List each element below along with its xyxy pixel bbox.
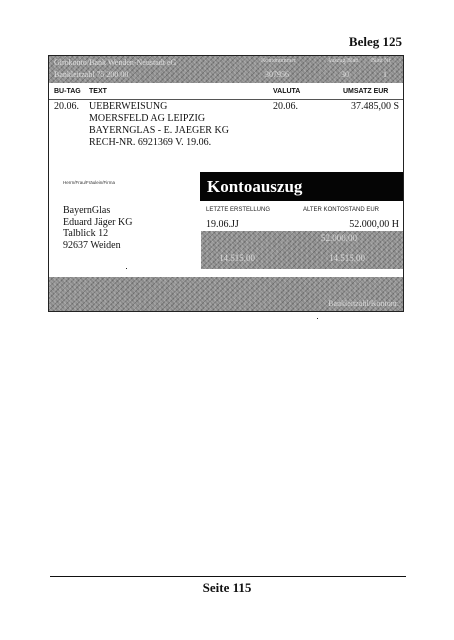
salutation-label: Herrn/Frau/Fräulein/Firma [63, 180, 116, 185]
header-divider [49, 99, 403, 100]
address-line-3: Talblick 12 [63, 228, 109, 239]
entry-line-4: RECH-NR. 6921369 V. 19.06. [89, 137, 212, 148]
old-balance-label: ALTER KONTOSTAND EUR [303, 207, 380, 213]
entry-date: 20.06. [54, 101, 79, 112]
column-header-valuta: VALUTA [273, 88, 301, 95]
entry-line-3: BAYERNGLAS - E. JAEGER KG [89, 125, 229, 136]
address-line-2: Eduard Jäger KG [63, 216, 133, 228]
entry-line-1: UEBERWEISUNG [89, 101, 168, 112]
footer-band-text: Bankleitzahl/Kontonr. [328, 299, 399, 308]
balance-band-value-1: 52.000,00 [321, 233, 357, 243]
speck-mark [317, 318, 318, 319]
balance-band-value-2: 14.515,00 [219, 253, 255, 263]
column-header-butag: BU-TAG [54, 88, 81, 95]
entry-amount: 37.485,00 S [350, 101, 399, 112]
bank-statement [48, 55, 404, 312]
last-issued-label: LETZTE ERSTELLUNG [206, 207, 271, 213]
sheet-number-value: 1 [383, 70, 387, 79]
speck-mark [126, 268, 127, 269]
address-line-1: BayernGlas [63, 205, 111, 216]
sheet-number-label: Blatt Nr. [371, 58, 392, 64]
bank-code-text: Bankleitzahl 75 200 00 [54, 70, 129, 79]
balance-band [201, 231, 404, 269]
column-header-text: TEXT [89, 88, 107, 95]
bank-name-text: Girokonto/Bank Wenden-Neustadt eG [54, 58, 177, 67]
beleg-label: Beleg 125 [348, 34, 402, 49]
last-issued-value: 19.06.JJ [206, 219, 239, 230]
entry-line-2: MOERSFELD AG LEIPZIG [89, 113, 206, 124]
page-number: Seite 115 [202, 580, 252, 595]
statement-title: Kontoauszug [200, 172, 404, 201]
address-line-4: 92637 Weiden [63, 239, 121, 251]
recipient-address [63, 205, 132, 251]
statement-sheet-label: Auszug/Blatt [327, 58, 359, 64]
footer-band [49, 277, 403, 312]
account-number-label: Kontonummer [261, 58, 296, 64]
column-header-umsatz: UMSATZ EUR [343, 88, 389, 95]
statement-number-value: 30 [341, 70, 349, 79]
entry-description [89, 101, 229, 149]
account-number-value: 307956 [265, 70, 289, 79]
account-header-band [49, 56, 403, 83]
entry-valuta: 20.06. [273, 101, 298, 112]
old-balance-value: 52.000,00 H [349, 219, 399, 230]
balance-band-value-3: 14.515,00 [329, 253, 365, 263]
footer-rule [50, 576, 406, 577]
